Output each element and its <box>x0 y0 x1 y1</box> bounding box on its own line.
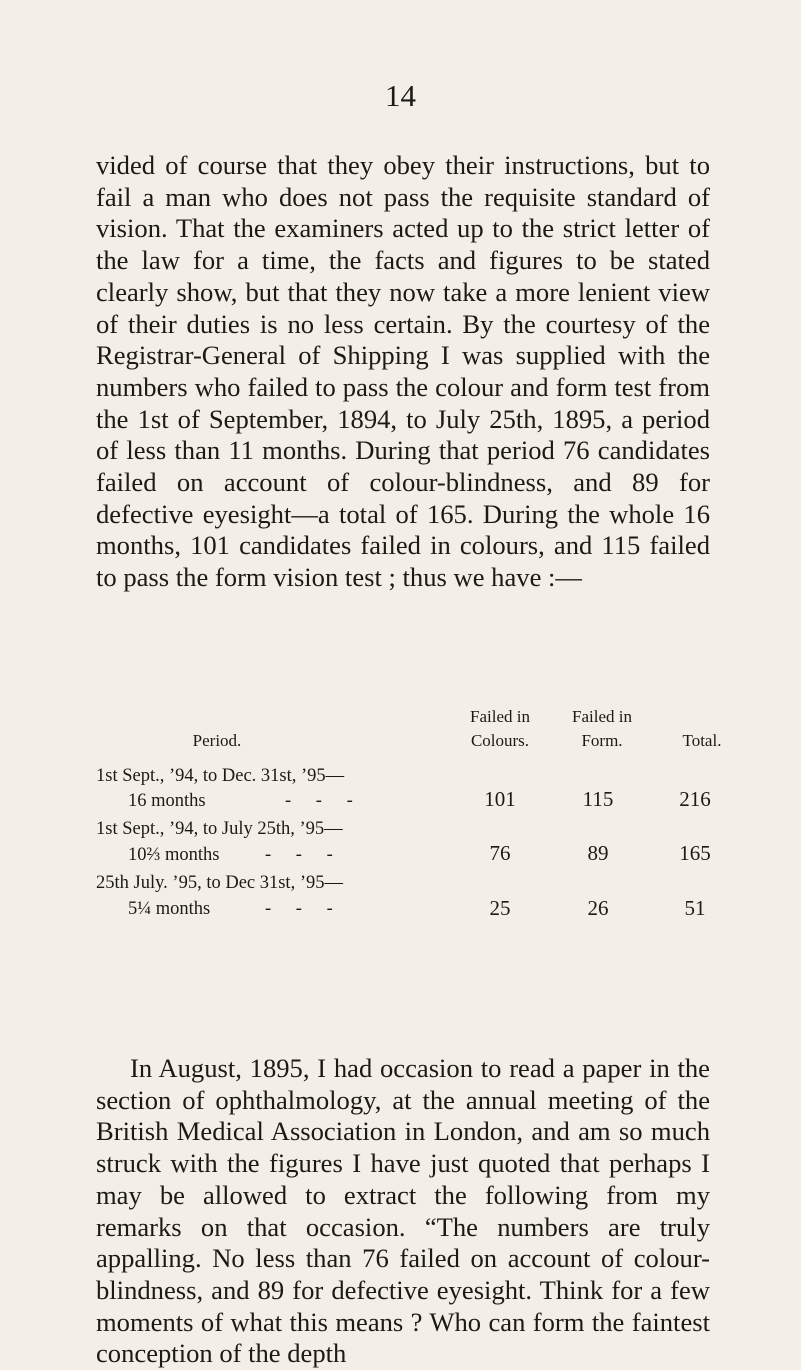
row-2-period-line1: 1st Sept., ’94, to July 25th, ’95— <box>96 819 343 839</box>
page-number: 14 <box>385 78 416 113</box>
failure-statistics-table <box>0 706 801 1056</box>
row-1-form: 115 <box>582 787 614 811</box>
row-3-period-line2: 5¼ months <box>128 899 211 919</box>
row-3-total: 51 <box>684 896 706 920</box>
header-period: Period. <box>192 731 242 750</box>
row-2-form: 89 <box>587 841 609 865</box>
row-3-leader: - - - <box>265 899 343 919</box>
header-form-line1: Failed in <box>572 707 632 726</box>
header-colours-line1: Failed in <box>470 707 530 726</box>
body-paragraph: In August, 1895, I had occasion to read a paper in the section of ophthalmology, at the annual meeting of the British Medical Association in London, and am so much struck with the figures I have just quoted that perhaps I may be allowed to extract the following from my remarks on that occasion. “The numbers are truly appalling. No less than 76 failed on account of colour-blindness, and 89 for defective eyesight. Think for a few moments of what this means ? Who can form the faintest conception of the depth <box>96 1053 710 1369</box>
header-total: Total. <box>682 731 722 750</box>
row-1-period-line1: 1st Sept., ’94, to Dec. 31st, ’95— <box>96 766 345 786</box>
row-1-total: 216 <box>679 787 711 811</box>
row-2-leader: - - - <box>265 845 343 865</box>
row-3-period-line1: 25th July. ’95, to Dec 31st, ’95— <box>96 873 343 893</box>
row-1-colours: 101 <box>484 787 516 811</box>
row-2-period-line2: 10⅔ months <box>128 845 220 865</box>
header-colours-line2: Colours. <box>470 731 530 750</box>
row-3-form: 26 <box>587 896 609 920</box>
header-form-line2: Form. <box>581 731 623 750</box>
row-3-colours: 25 <box>489 896 511 920</box>
body-paragraph: vided of course that they obey their instructions, but to fail a man who does not pass the requisite standard of vision. That the examiners acted up to the strict letter of the law for a time, the facts and figures to be stated clearly show, but that they now take a more lenient view of their duties is no less certain. By the courtesy of the Registrar-General of Shipping I was supplied with the numbers who failed to pass the colour and form test from the 1st of September, 1894, to July 25th, 1895, a period of less than 11 months. During that period 76 candidates failed on account of colour-blindness, and 89 for defective eyesight—a total of 165. During the whole 16 months, 101 candidates failed in colours, and 115 failed to pass the form vision test ; thus we have :— <box>96 150 710 593</box>
row-1-period-line2: 16 months <box>128 791 206 811</box>
row-2-total: 165 <box>679 841 711 865</box>
row-1-leader: - - - <box>285 791 363 811</box>
row-2-colours: 76 <box>489 841 511 865</box>
